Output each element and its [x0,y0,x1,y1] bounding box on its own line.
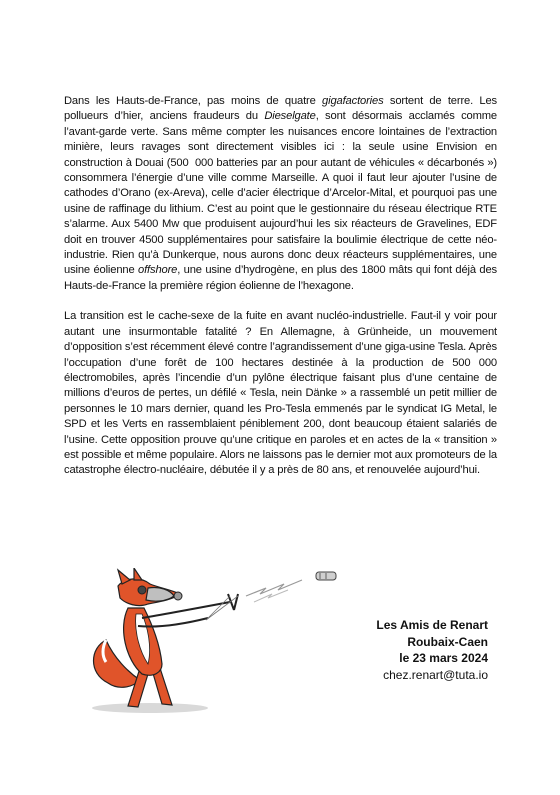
text-run: sortent de terre. Les pollueurs d’hier, anciens fraudeurs du [64,95,497,123]
paragraph-1 [64,94,497,294]
text-run: La transition est le cache-sexe de la fuite en avant nucléo-industrielle. Faut-il y voir pour autant une insurmontable fatalité ? En Allemagne, à Grünheide, un mouvement d’opposition s’est récemment élevé contre l’agrandissement d’une giga-usine Tesla. Après l’occupation d’une forêt de 100 hectares destinée à la production de 500 000 électromobiles, après l’incendie d’un pylône électrique faisant plus d’une centaine de millions d’euros de pertes, un défilé « Tesla, nein Dänke » a rassemblé un petit millier de personnes le 10 mars dernier, quand les Pro-Tesla emmenés par le syndicat IG Metal, le SPD et les Verts en rassemblaient péniblement 200, dont beaucoup étaient salariés de l’usine. Cette opposition prouve qu’une critique en paroles et en actes de la « transition » est possible et même populaire. Alors ne laissons pas le dernier mot aux promoteurs de la catastrophe électro-nucléaire, débutée il y a près de 80 ans, et renouvelée aujourd’hui. [64,310,497,477]
signature-name: Les Amis de Renart [376,618,488,632]
paragraph-2 [64,309,497,478]
signature-block [376,617,488,683]
body-text [64,94,497,494]
italic-term-offshore: offshore [138,264,178,277]
text-run: , une usine d’hydrogène, en plus des 1800 mâts qui font déjà des Hauts-de-France la première région éolienne de l’hexagone. [64,264,498,292]
italic-term-gigafactories: gigafactories [322,95,384,107]
text-run: , sont désormais acclamés comme l’avant-garde verte. Sans même compter les nuisances encore lointaines de l’extraction minière, leurs ravages sont directement visibles ici : la seule usine Envision en construction à Douai (500 000 batteries par an pour autant de véhicules « décarbonés ») consommera l’énergie d’une ville comme Marseille. A quoi il faut leur ajouter l’usine de cathodes d’Orano (ex-Areva), celle d’acier électrique d’Arcelor-Mital, et pourquoi pas une usine de raffinage du lithium. C’est au point que le gestionnaire du réseau électrique RTE s’alarme. Aux 5400 Mw que produisent aujourd’hui les six réacteurs de Gravelines, EDF doit en trouver 4500 supplémentaires pour satisfaire la boulimie électrique de cette néo-industrie. Rien qu’à Dunkerque, nous aurons donc deux réacteurs supplémentaires, une usine éolienne [64,110,497,277]
text-run: Dans les Hauts-de-France, pas moins de quatre [64,95,323,107]
signature-cities: Roubaix-Caen [407,634,488,649]
italic-term-dieselgate: Dieselgate [264,110,316,123]
fox-slingshot-drawing-icon [88,568,348,718]
signature-date: le 23 mars 2024 [399,651,488,665]
signature-email[interactable]: chez.renart@tuta.io [383,667,488,682]
